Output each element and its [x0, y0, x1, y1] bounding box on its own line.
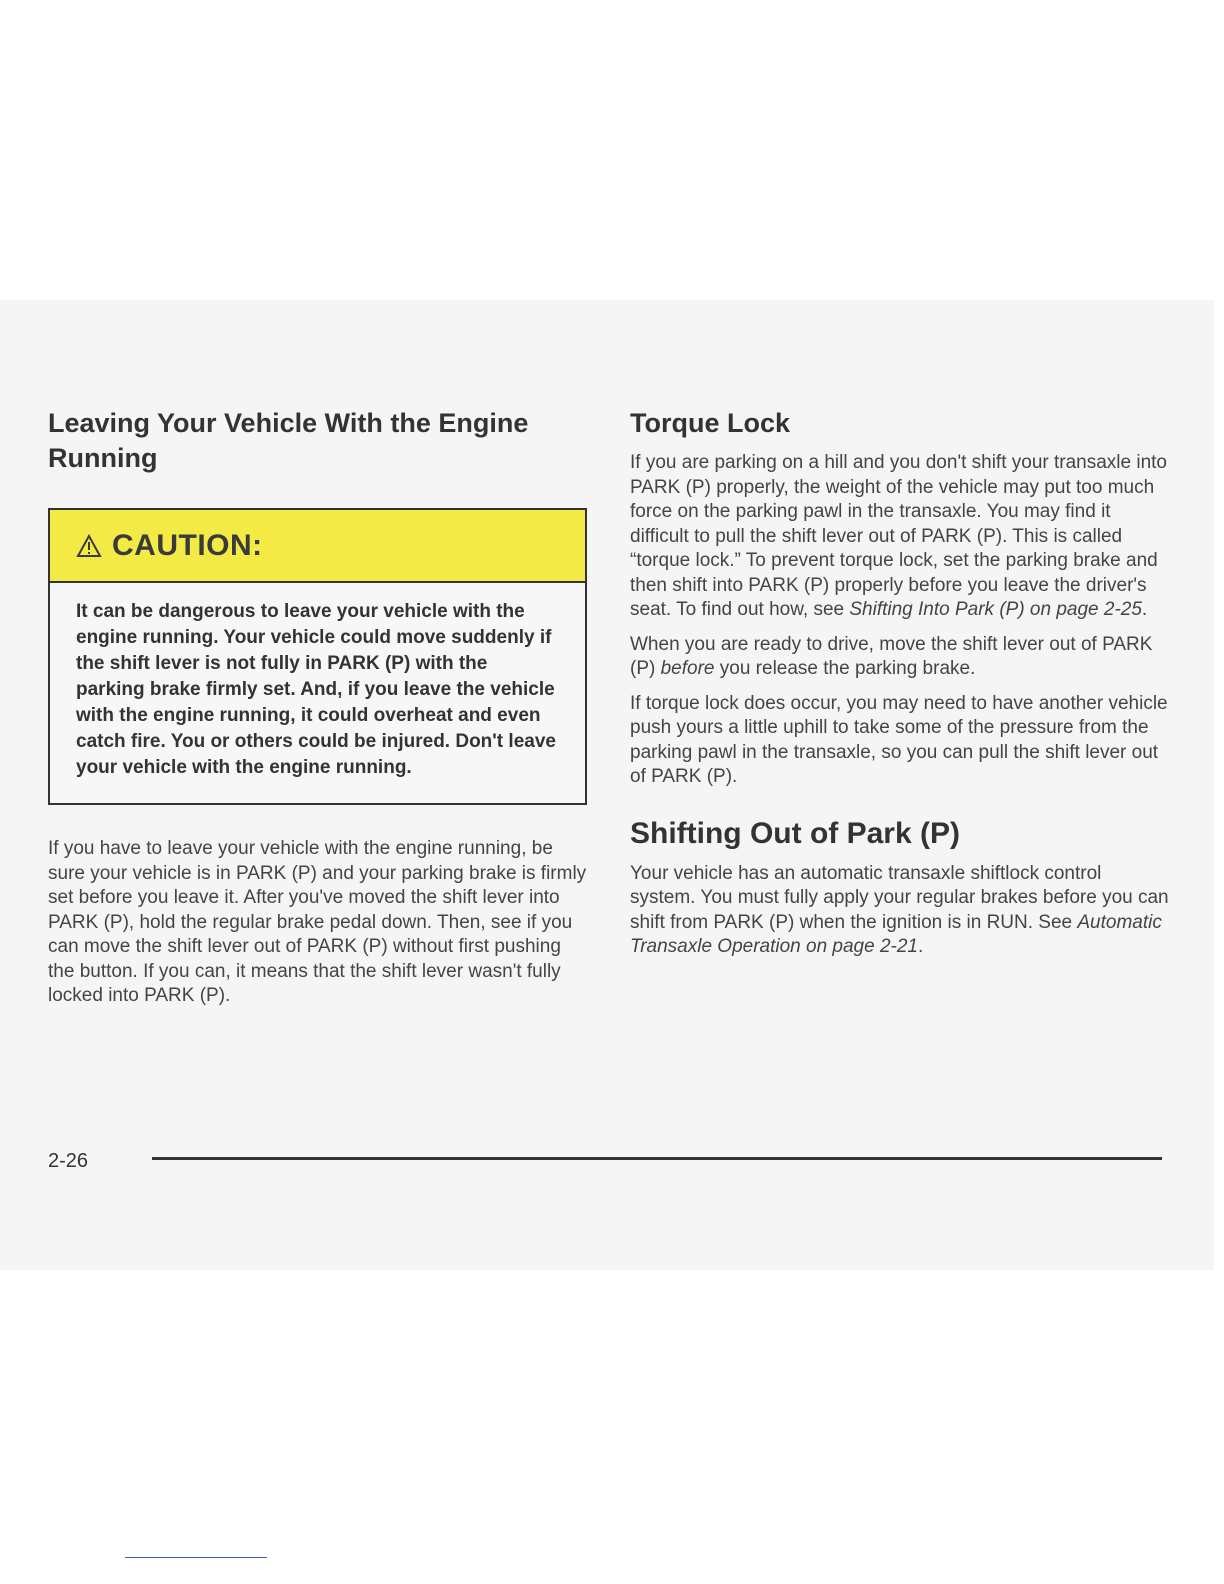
cross-reference-automatic-transaxle[interactable]: Automatic Transaxle Operation on page 2-21 — [630, 911, 1162, 957]
section-heading-leaving-vehicle: Leaving Your Vehicle With the Engine Running — [48, 408, 529, 473]
torque-lock-paragraph-2 — [630, 633, 1170, 682]
torque-lock-paragraph-1 — [630, 451, 1170, 623]
shiftlock-text: Your vehicle has an automatic transaxle shiftlock control system. You must fully apply your regular brakes before you can shift from PARK (P) when the ignition is in RUN. See — [630, 862, 1169, 933]
caution-title: CAUTION: — [112, 528, 263, 562]
warning-triangle-icon — [76, 534, 102, 558]
section-heading-torque-lock: Torque Lock — [630, 408, 791, 438]
caution-text: It can be dangerous to leave your vehicle with the engine running. Your vehicle could move suddenly if the shift lever is not fully in PARK (P) with the parking brake firmly set. And, if you leave the vehicle with the engine running, it could overheat and even catch fire. You or others could be injured. Don't leave your vehicle with the engine running. — [76, 601, 556, 778]
emphasis-before: before — [660, 658, 715, 679]
ready-to-drive-end: you release the parking brake. — [714, 658, 976, 679]
torque-lock-paragraph-3: If torque lock does occur, you may need to have another vehicle push yours a little uphill to take some of the pressure from the parking pawl in the transaxle, so you can pull the shift lever out of PARK (P). — [630, 692, 1168, 787]
right-column — [630, 406, 1170, 960]
torque-lock-text: If you are parking on a hill and you don't shift your transaxle into PARK (P) properly, the weight of the vehicle may put too much force on the parking pawl in the transaxle. You may find it difficult to pull the shift lever out of PARK (P). This is called “torque lock.” To prevent torque lock, set the parking brake and then shift into PARK (P) properly before you leave the driver's seat. To find out how, see — [630, 452, 1168, 620]
period: . — [918, 936, 924, 957]
caution-box — [48, 508, 587, 805]
leaving-vehicle-paragraph: If you have to leave your vehicle with the engine running, be sure your vehicle is in PARK (P) and your parking brake is firmly set before you leave it. After you've moved the shift lever into PARK (P), hold the regular brake pedal down. Then, see if you can move the shift lever out of PARK (P) without first pushing the button. If you can, it means that the shift lever wasn't fully locked into PARK (P). — [48, 838, 587, 1006]
page-number: 2-26 — [48, 1150, 89, 1172]
ready-to-drive-text: When you are ready to drive, move the shift lever out of PARK (P) — [630, 633, 1153, 679]
left-column — [48, 406, 588, 1009]
cross-reference-shifting-into-park[interactable]: Shifting Into Park (P) on page 2-25 — [849, 599, 1142, 620]
shifting-out-paragraph — [630, 862, 1170, 960]
caution-header — [50, 510, 585, 583]
period: . — [1141, 599, 1148, 620]
footer-rule — [152, 1157, 1162, 1160]
manual-page — [0, 300, 1214, 1270]
section-heading-shifting-out-of-park: Shifting Out of Park (P) — [630, 816, 960, 850]
bottom-link-underline[interactable] — [125, 1557, 267, 1558]
